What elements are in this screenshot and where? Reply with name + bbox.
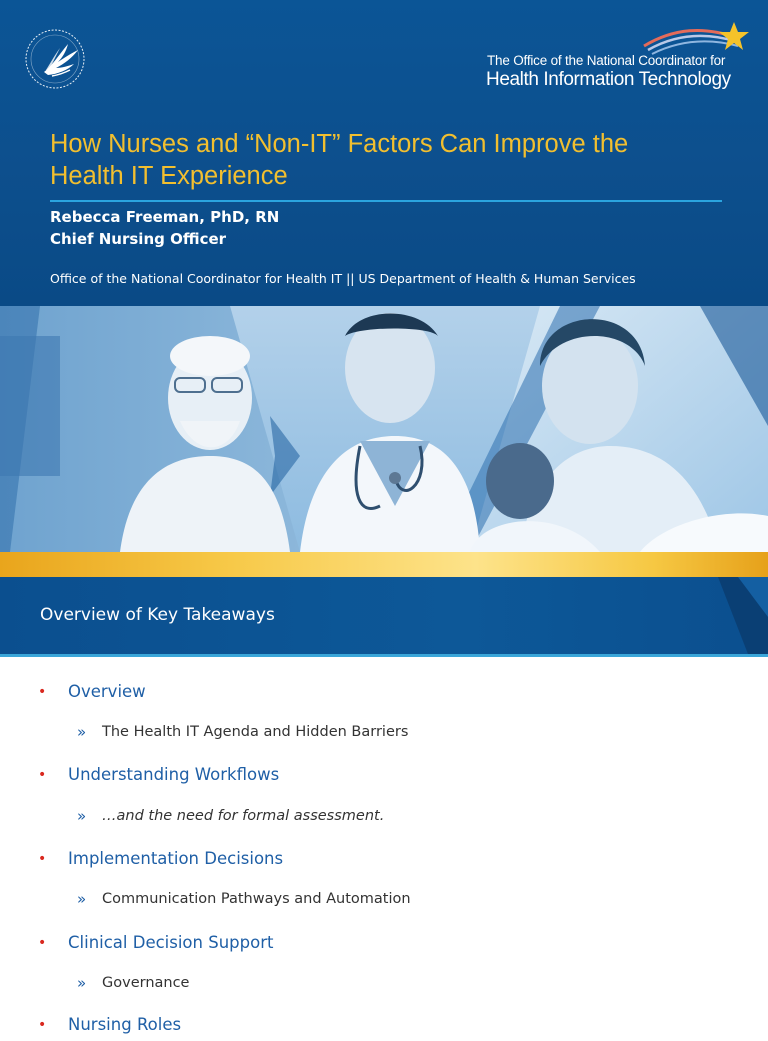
bullet-icon: • (38, 935, 47, 951)
gold-accent-band (0, 552, 768, 577)
takeaway-detail: Communication Pathways and Automation (102, 891, 411, 907)
title-slide-header (0, 0, 768, 306)
overview-slide-header (0, 577, 768, 654)
takeaway-detail: Governance (102, 975, 190, 991)
presentation-title (50, 128, 730, 192)
bullet-icon: • (38, 1017, 47, 1033)
takeaway-detail: The Health IT Agenda and Hidden Barriers (102, 724, 409, 740)
hhs-eagle-seal-icon (22, 26, 94, 92)
takeaway-heading: Nursing Roles (68, 1015, 182, 1034)
takeaway-heading: Implementation Decisions (68, 849, 284, 868)
chevron-right-icon: » (77, 723, 87, 741)
takeaway-detail: …and the need for formal assessment. (102, 808, 385, 824)
chevron-right-icon: » (77, 974, 87, 992)
title-line-2: Health IT Experience (50, 162, 288, 190)
presenter-title: Chief Nursing Officer (50, 230, 227, 248)
chevron-right-icon: » (77, 807, 87, 825)
title-line-1: How Nurses and “Non-IT” Factors Can Improve the (50, 130, 629, 158)
takeaway-heading: Overview (68, 682, 146, 701)
bullet-icon: • (38, 851, 47, 867)
title-divider (50, 200, 722, 202)
chevron-right-icon: » (77, 890, 87, 908)
onc-logo (484, 20, 754, 92)
overview-header-divider (0, 654, 768, 657)
presenter-name: Rebecca Freeman, PhD, RN (50, 208, 280, 226)
corner-accent-shape (688, 577, 768, 654)
takeaway-heading: Clinical Decision Support (68, 933, 274, 952)
clinicians-photo-collage (0, 306, 768, 552)
bullet-icon: • (38, 767, 47, 783)
overview-slide-title: Overview of Key Takeaways (40, 605, 275, 625)
onc-logo-line2: Health Information Technology (486, 69, 731, 90)
takeaway-heading: Understanding Workflows (68, 765, 280, 784)
organization-line: Office of the National Coordinator for Health IT || US Department of Health & Human Services (50, 271, 636, 286)
bullet-icon: • (38, 684, 47, 700)
onc-logo-line1: The Office of the National Coordinator for (487, 53, 726, 68)
